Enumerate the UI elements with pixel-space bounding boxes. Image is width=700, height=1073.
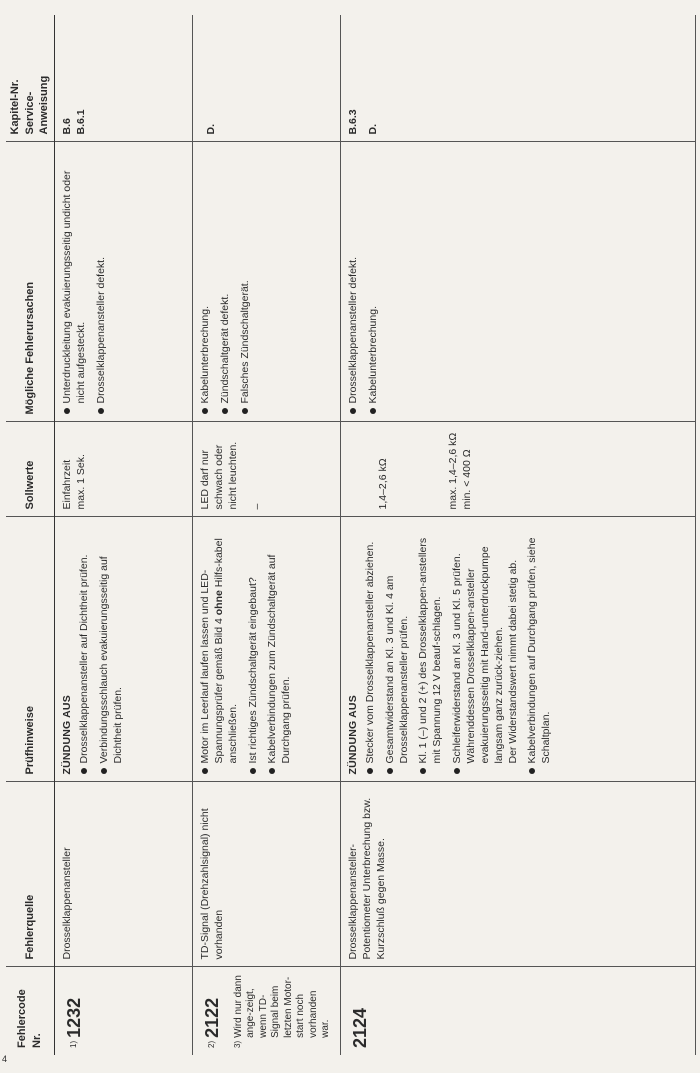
row-1-checks-heading: ZÜNDUNG AUS [61,695,73,775]
row-1-chapters [55,15,193,142]
row-2-chapter: D. [205,124,217,135]
page-number: 4 [2,1054,8,1064]
header-chapter-line-2: Service- [23,91,36,135]
row-3-causes [341,142,696,422]
list-item: Kabelverbindungen zum Zündschaltgerät auf Durchgang prüfen. [266,525,294,775]
row-3-values [341,422,696,517]
row-3-checks [341,517,696,782]
row-2-footnote-3-mark: 3) [232,1040,242,1048]
row-1-checks-list [78,525,126,775]
row-3-chapters [341,15,696,142]
list-item: Kabelunterbrechung. [199,150,213,415]
header-code: Fehlercode Nr. [6,967,55,1055]
row-3-code: 2124 [350,1007,370,1048]
table-row [341,15,696,1055]
row-1-code: 1232 [64,997,84,1038]
list-item: Drosselklappenansteller defekt. [95,150,109,415]
list-item: Unterdruckleitung evakuierungsseitig undicht oder nicht aufgesteckt. [61,150,89,415]
fault-code-table [6,15,696,1055]
row-2-footnote-3 [233,975,333,1049]
row-1-chapter: B.6 [61,118,73,135]
row-3-causes-list [347,150,381,415]
row-1-value-line: Einfahrzeit [61,459,73,510]
row-1-checks [55,517,193,782]
row-3-value-line: 1,4–2,6 kΩ [377,458,389,510]
row-3-chapter: B.6.3 [347,109,359,135]
table-header-row [6,15,55,1055]
row-2-value-line: LED darf nur [199,449,211,510]
list-item: Stecker vom Drosselklappenansteller abziehen. [364,525,378,775]
list-item: Kabelunterbrechung. [367,150,381,415]
row-3-check-4: Schleiferwiderstand an Kl. 3 und Kl. 5 prüfen. Währenddessen Drosselklappen-ansteller evakuierungsseitig mit Hand-unterdruckpumpe langsam ganz zurück-ziehen. [451,546,505,764]
list-item: Drosselklappenansteller auf Dichtheit prüfen. [78,525,92,775]
row-1-code-cell [55,967,193,1055]
header-chapter [6,15,55,142]
row-2-check-1a: Motor im Leerlauf laufen lassen und LED-Spannungsprüfer gemäß Bild 4 [199,569,225,764]
row-2-code: 2122 [202,997,222,1038]
header-chapter-line-3: Anweisung [38,75,51,135]
list-item [199,525,241,775]
row-2-value-line: schwach oder [212,444,225,510]
table-row [193,15,341,1055]
row-3-value-line: min. < 400 Ω [460,449,473,510]
row-1-source: Drosselklappenansteller [55,782,193,967]
row-2-checks [193,517,341,782]
row-1-causes-list [61,150,109,415]
row-2-causes-list [199,150,253,415]
header-chapter-line-1: Kapitel-Nr. [9,79,22,135]
list-item [451,525,520,775]
table-row [55,15,193,1055]
row-1-values [55,422,193,517]
row-2-checks-list [199,525,294,775]
header-source: Fehlerquelle [6,782,55,967]
row-1-chapter: B.6.1 [74,109,87,135]
row-3-chapter: D. [366,124,379,135]
row-1-causes [55,142,193,422]
list-item: Kl. 1 (–) und 2 (+) des Drosselklappen-anstellers mit Spannung 12 V beauf-schlagen. [417,525,445,775]
row-2-check-1b: ohne [212,590,225,616]
list-item: Verbindungsschlauch evakuierungsseitig auf Dichtheit prüfen. [98,525,126,775]
row-3-code-cell [341,967,696,1055]
row-2-value-line: nicht leuchten. [226,441,239,510]
row-2-footnote-3-text: Wird nur dann ange-zeigt, wenn TD-Signal beim letzten Motor-start noch vorhanden war. [232,975,332,1038]
header-checks: Prüfhinweise [6,517,55,782]
row-1-footnote: 1) [68,1040,78,1048]
row-2-footnote: 2) [206,1040,216,1048]
list-item: Drosselklappenansteller defekt. [347,150,361,415]
row-2-chapters [193,15,341,142]
row-3-checks-heading: ZÜNDUNG AUS [347,695,359,775]
list-item: Ist richtiges Zündschaltgerät eingebaut? [247,525,261,775]
row-3-check-note: Der Widerstandswert nimmt dabei stetig ab. [506,559,519,764]
list-item: Zündschaltgerät defekt. [219,150,233,415]
row-2-code-cell [193,967,341,1055]
row-3-checks-list [364,525,554,775]
row-2-values [193,422,341,517]
header-causes: Mögliche Fehlerursachen [6,142,55,422]
row-2-value-dash: – [250,503,263,510]
row-3-source: Drosselklappenansteller-Potentiometer Unterbrechung bzw. Kurzschluß gegen Masse. [341,782,696,967]
row-2-check-1c: Hilfs-kabel anschließen. [212,538,239,764]
list-item: Falsches Zündschaltgerät. [239,150,253,415]
row-3-value-line: max. 1,4–2,6 kΩ [446,432,459,510]
list-item: Gesamtwiderstand an Kl. 3 und Kl. 4 am Drosselklappenansteller prüfen. [384,525,412,775]
row-2-causes [193,142,341,422]
header-values: Sollwerte [6,422,55,517]
row-2-source: TD-Signal (Drehzahlsignal) nicht vorhanden [193,782,341,967]
list-item: Kabelverbindungen auf Durchgang prüfen, siehe Schaltplan. [526,525,554,775]
row-1-value-line: max. 1 Sek. [74,454,87,510]
